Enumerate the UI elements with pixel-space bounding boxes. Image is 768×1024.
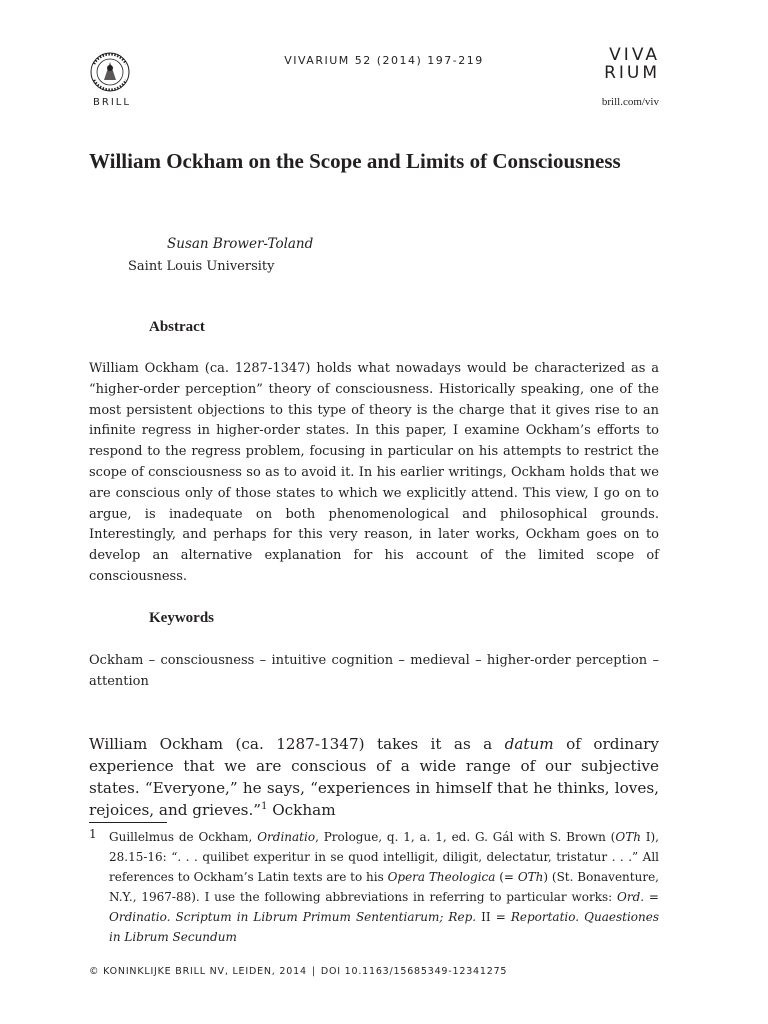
- article-title: William Ockham on the Scope and Limits of Consciousness: [89, 149, 621, 173]
- publisher-name: BRILL: [93, 97, 131, 108]
- body-text: of ordinary experience that we are conscious of a wide range of our subjective states. “Everyone,” he says, “experiences in himself that he thinks, loves, rejoices, and grieves.”: [89, 735, 659, 819]
- author-affiliation: Saint Louis University: [128, 259, 275, 274]
- footnote-italic: OTh: [615, 830, 641, 844]
- journal-logo: [580, 46, 660, 82]
- author-name: Susan Brower-Toland: [167, 236, 314, 252]
- footnote-segment: , Prologue, q. 1, a. 1, ed. G. Gál with S. Brown (: [315, 830, 616, 844]
- abstract-heading: Abstract: [149, 319, 205, 335]
- journal-logo-line2: RIUM: [604, 63, 660, 83]
- abstract-text: William Ockham (ca. 1287-1347) holds what nowadays would be characterized as a “higher-order perception” theory of consciousness. Historically speaking, one of the most persistent objections to this type of theory is the charge that it gives rise to an infinite regress in higher-order states. In this paper, I examine Ockham’s efforts to respond to the regress problem, focusing in particular on his attempts to restrict the scope of consciousness so as to avoid it. In his earlier writings, Ockham holds that we are conscious only of those states to which we explicitly attend. This view, I go on to argue, is inadequate on both phenomenological and philosophical grounds. Interestingly, and perhaps for this very reason, in later works, Ockham goes on to develop an alternative explanation for his account of the limited scope of consciousness.: [89, 361, 659, 584]
- footnote-reference[interactable]: 1: [261, 800, 268, 812]
- footer-separator: |: [311, 966, 316, 977]
- journal-logo-line1: VIVA: [609, 45, 660, 65]
- copyright-notice: © KONINKLIJKE BRILL NV, LEIDEN, 2014: [89, 966, 307, 977]
- footnote-italic: Reportatio. Quaestiones in Librum Secundum: [109, 910, 659, 944]
- footnote-number: 1: [89, 827, 97, 841]
- keywords-text: Ockham – consciousness – intuitive cognition – medieval – higher-order perception – attention: [89, 653, 659, 689]
- footnote-italic: OTh: [517, 870, 544, 884]
- footnote-divider: [89, 822, 167, 823]
- page-footer: [89, 966, 689, 977]
- footnote-italic: Opera Theologica: [387, 870, 496, 884]
- journal-url-link[interactable]: brill.com/viv: [601, 96, 659, 108]
- footnote-segment: ) (St. Bonaventure, N.Y., 1967-88). I use the following abbreviations in referring to particular works:: [109, 870, 659, 904]
- body-text: William Ockham (ca. 1287-1347) takes it as a: [89, 735, 505, 753]
- footnote-segment: Guillelmus de Ockham,: [109, 830, 258, 844]
- body-paragraph: [89, 733, 659, 821]
- doi-link[interactable]: DOI 10.1163/15685349-12341275: [320, 966, 508, 977]
- footnote-text: [109, 827, 659, 947]
- footnote-segment: (=: [495, 870, 518, 884]
- footnote-italic: Ord. = Ordinatio. Scriptum in Librum Primum Sententiarum; Rep.: [109, 890, 659, 924]
- body-emphasis: datum: [504, 735, 554, 753]
- body-text: Ockham: [267, 801, 336, 819]
- footnote-segment: II =: [476, 910, 511, 924]
- footnote-italic: Ordinatio: [257, 830, 316, 844]
- keywords-heading: Keywords: [149, 610, 214, 626]
- footnote-segment: I), 28.15-16: “. . . quilibet experitur in se quod intelligit, diligit, delectatur, tristatur . . .” All references to Ockham’s Latin texts are to his: [109, 830, 659, 884]
- journal-citation: VIVARIUM 52 (2014) 197-219: [284, 54, 484, 67]
